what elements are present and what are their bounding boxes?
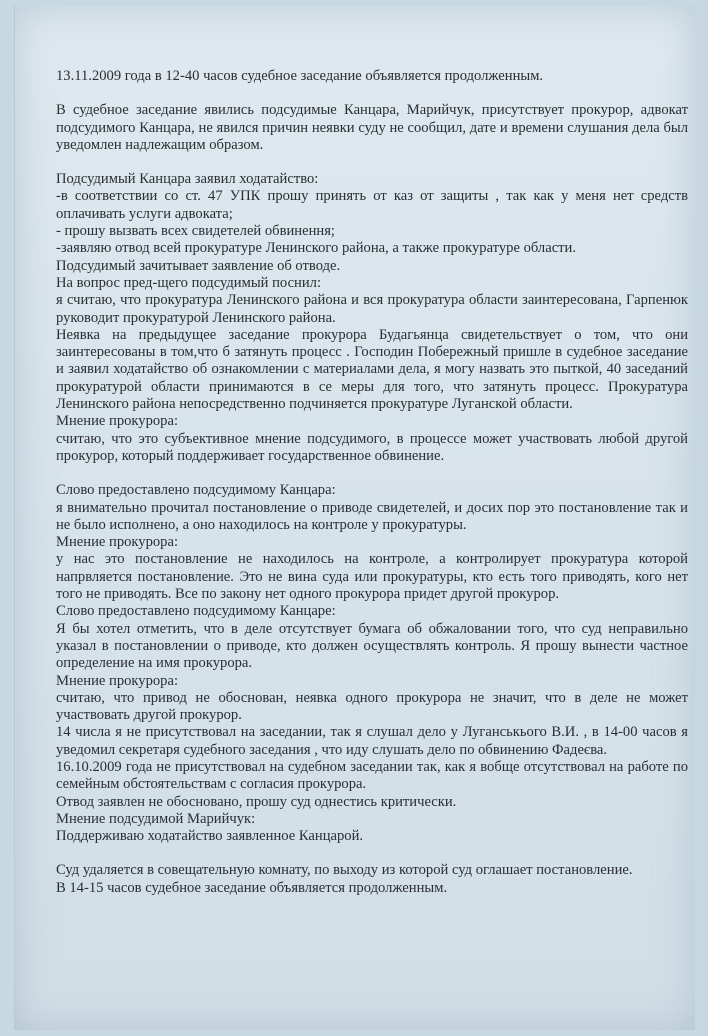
paragraph-text: Поддерживаю ходатайство заявленное Канцарой. — [56, 828, 364, 845]
paragraph-text: Мнение подсудимой Марийчук: — [56, 810, 256, 827]
paragraph-text: Мнение прокурора: — [56, 672, 179, 689]
paragraph-opening: 13.11.2009 года в 12-40 часов судебное заседание объявляется продолженным. — [56, 68, 544, 84]
paragraph-text: считаю, что это субъективное мнение подсудимого, в процессе может участвовать любой другой прокурор, который поддерживает государственное обвинение. — [56, 430, 688, 464]
paragraph-text: у нас это постановление не находилось на контроле, а контролирует прокуратура которой напрвляется постановление. Это не вина суда или прокуратуры, кто есть того приводять, кого нет того не приводять. Все по закону нет одного прокурора придет другой прокурор. — [56, 551, 688, 603]
paragraph-motion-item: - прошу вызвать всех свидетелей обвинення; — [56, 223, 335, 240]
paragraph-spacer — [56, 465, 688, 482]
paragraph-text: 16.10.2009 года не присутствовал на судебном заседании так, как я вобще отсутствовал на работе по семейным обстоятельствам с согласия прокурора. — [56, 758, 688, 793]
paragraph-text: Мнение прокурора: — [56, 534, 179, 551]
paragraph-closing: В 14-15 часов судебное заседание объявляется продолженным. — [56, 879, 448, 896]
paragraph-text: Слово предоставлено подсудимому Канцара: — [56, 482, 336, 499]
paragraph-motion-item: -в соответствии со ст. 47 УПК прошу принять от каз от защиты , так как у меня нет средств оплачивать услуги адвоката; — [56, 188, 688, 222]
paragraph-text: 14 числа я не присутствовал на заседании, так я слушал дело у Луганськього В.И. , в 14-00 часов я уведомил секретаря судебного заседания , что иду слушать дело по обвинению Фадеєва. — [56, 724, 688, 758]
paragraph-motion-item: -заявляю отвод всей прокуратуре Ленинского района, а также прокуратуре области. — [56, 240, 577, 257]
paragraph-text: я внимательно прочитал постановление о приводе свидетелей, и досих пор это постановление так и не было исполнено, а оно находилось на контроле у прокуратуры. — [56, 499, 688, 533]
paragraph-spacer — [56, 154, 688, 171]
paragraph-text: Мнение прокурора: — [56, 413, 179, 430]
paragraph-text: Слово предоставлено подсудимому Канцаре: — [56, 603, 336, 620]
paragraph-motion-heading: Подсудимый Канцара заявил ходатайство: — [56, 171, 319, 188]
paragraph-text: Суд удаляется в совещательную комнату, по выходу из которой суд оглашает постановление. — [56, 862, 633, 879]
paragraph-text: Отвод заявлен не обосновано, прошу суд однестись критически. — [56, 793, 457, 810]
paragraph-text: я считаю, что прокуратура Ленинского района и вся прокуратура области заинтересована, Гарпенюк руководит прокуратурой Ленинского района. — [56, 292, 688, 326]
paragraph-spacer — [56, 845, 688, 862]
paragraph-spacer — [56, 85, 688, 102]
paragraph-text: Подсудимый зачитывает заявление об отводе. — [56, 257, 341, 274]
paragraph-attendance: В судебное заседание явились подсудимые Канцара, Марийчук, присутствует прокурор, адвокат подсудимого Канцара, не явился причин неявки суду не сообщил, дате и времени слушания дела был уведомлен надлежащим образом. — [56, 102, 688, 153]
paragraph-text: Неявка на предыдущее заседание прокурора Будагьянца свидетельствует о том, что они заинтересованы в том,что б затянуть процесс . Господин Побережный пришле в судебное заседание и заявил ходатайство об ознакомлении с материалами дела, я могу назвать это пыткой, 40 заседаний прокуратурой области принимаются в се меры для того, что затянуть процесс. Прокуратура Ленинского района непосредственно подчиняется прокуратуре Луганской области. — [56, 326, 688, 413]
paragraph-text: Я бы хотел отметить, что в деле отсутствует бумага об обжаловании того, что суд неправильно указал в постановлении о приводе, кто должен осуществлять контроль. Я прошу вынести частное определение на имя прокурора. — [56, 620, 688, 672]
document-body — [56, 68, 688, 897]
paragraph-text: На вопрос пред-щего подсудимый поснил: — [56, 274, 322, 291]
paragraph-text: считаю, что привод не обоснован, неявка одного прокурора не значит, что в деле не может участвовать другой прокурор. — [56, 689, 688, 724]
